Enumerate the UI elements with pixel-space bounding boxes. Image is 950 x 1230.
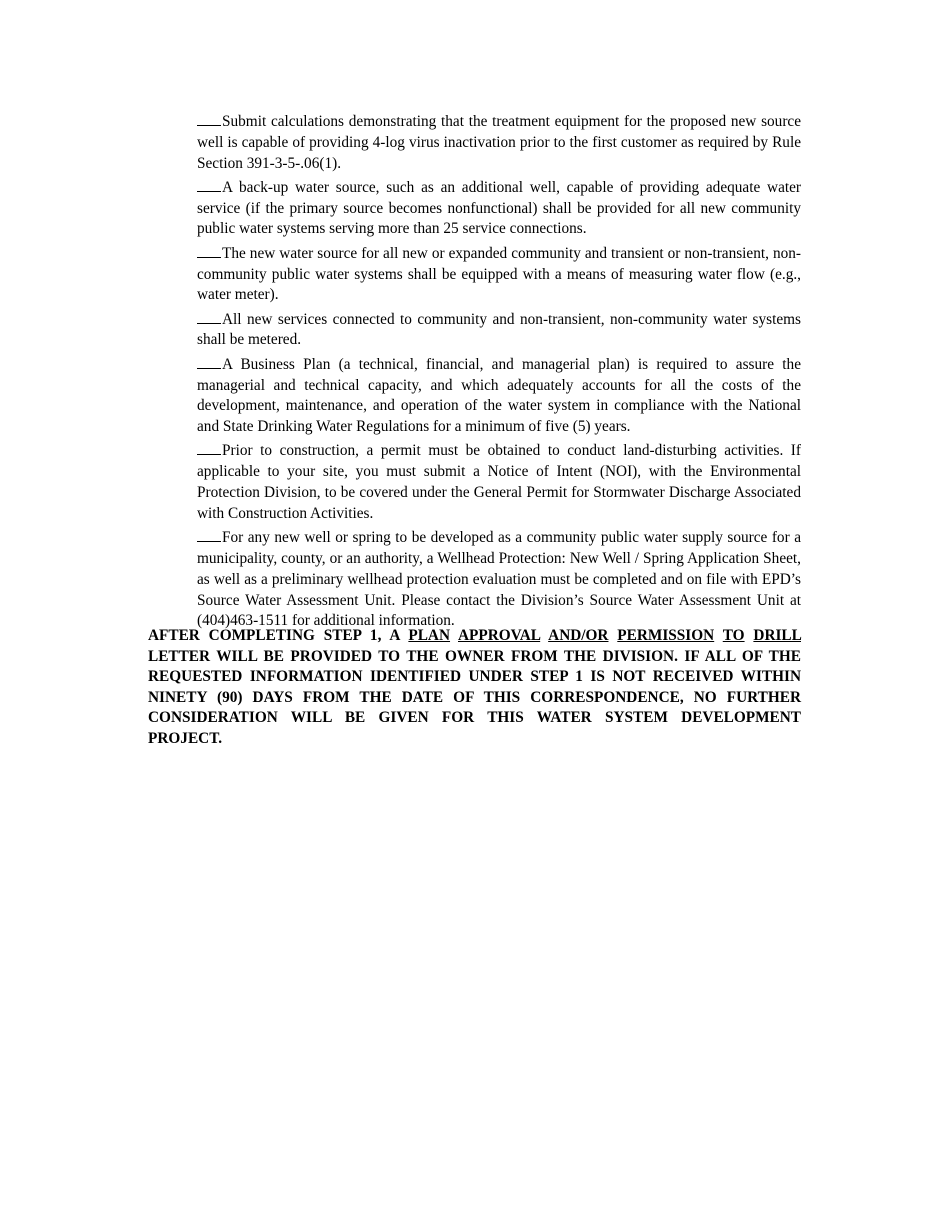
checklist-item-business-plan bbox=[197, 355, 801, 438]
notice-lead: AFTER COMPLETING STEP 1, A bbox=[148, 627, 409, 644]
checkbox-blank[interactable] bbox=[197, 442, 221, 455]
checklist-item-text: A back-up water source, such as an additional well, capable of providing adequate water service (if the primary source becomes nonfunctional) shall be provided for all new community public water systems serving more than 25 service connections. bbox=[197, 178, 801, 238]
checklist-item-text: Prior to construction, a permit must be obtained to conduct land-disturbing activities. If applicable to your site, you must submit a Notice of Intent (NOI), with the Environmental Protection Division, to be covered under the General Permit for Stormwater Discharge Associated with Construction Activities. bbox=[197, 442, 801, 522]
notice-drill: DRILL bbox=[753, 627, 801, 644]
notice-approval: APPROVAL bbox=[458, 627, 541, 644]
notice-to: TO bbox=[722, 627, 745, 644]
checkbox-blank[interactable] bbox=[197, 529, 221, 542]
checkbox-blank[interactable] bbox=[197, 356, 221, 369]
checkbox-blank[interactable] bbox=[197, 179, 221, 192]
checklist-item-metering bbox=[197, 310, 801, 352]
checkbox-blank[interactable] bbox=[197, 113, 221, 126]
checklist-item-wellhead-protection bbox=[197, 528, 801, 632]
checkbox-blank[interactable] bbox=[197, 245, 221, 258]
notice-rest: LETTER WILL BE PROVIDED TO THE OWNER FROM THE DIVISION. IF ALL OF THE REQUESTED INFORMATION IDENTIFIED UNDER STEP 1 IS NOT RECEIVED WITHIN NINETY (90) DAYS FROM THE DATE OF THIS CORRESPONDENCE, NO FURTHER CONSIDERATION WILL BE GIVEN FOR THIS WATER SYSTEM DEVELOPMENT PROJECT. bbox=[148, 647, 801, 747]
completion-notice bbox=[148, 626, 801, 750]
checklist-item-text: The new water source for all new or expanded community and transient or non-transient, non-community public water systems shall be equipped with a means of measuring water flow (e.g., water meter). bbox=[197, 244, 801, 304]
checklist-item-flow-measurement bbox=[197, 244, 801, 306]
notice-and-or: AND/OR bbox=[548, 627, 609, 644]
checklist-item-text: For any new well or spring to be developed as a community public water supply source for a municipality, county, or an authority, a Wellhead Protection: New Well / Spring Application Sheet, as well as a preliminary wellhead protection evaluation must be completed and on file with EPD’s Source Water Assessment Unit. Please contact the Division’s Source Water Assessment Unit at (404)463-1511 for additional information. bbox=[197, 529, 801, 630]
checklist-item-virus-inactivation bbox=[197, 112, 801, 174]
notice-permission: PERMISSION bbox=[617, 627, 715, 644]
notice-plan: PLAN bbox=[408, 627, 451, 644]
checklist-item-text: A Business Plan (a technical, financial, and managerial plan) is required to assure the managerial and technical capacity, and which adequately accounts for all the costs of the development, maintenance, and operation of the water system in compliance with the National and State Drinking Water Regulations for a minimum of five (5) years. bbox=[197, 355, 801, 436]
checkbox-blank[interactable] bbox=[197, 311, 221, 324]
checklist-item-land-disturbing-permit bbox=[197, 441, 801, 524]
checklist-item-backup-source bbox=[197, 178, 801, 240]
requirements-checklist bbox=[197, 112, 801, 636]
checklist-item-text: Submit calculations demonstrating that the treatment equipment for the proposed new source well is capable of providing 4-log virus inactivation prior to the first customer as required by Rule Section 391-3-5-.06(1). bbox=[197, 113, 801, 172]
checklist-item-text: All new services connected to community and non-transient, non-community water systems shall be metered. bbox=[197, 310, 801, 349]
